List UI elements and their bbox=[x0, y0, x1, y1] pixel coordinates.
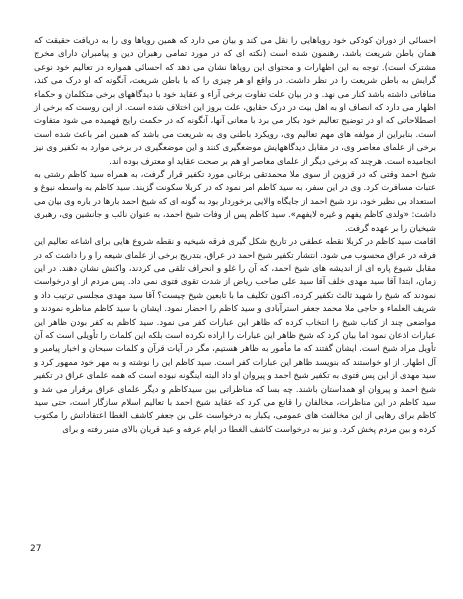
page-number: 27 bbox=[30, 544, 42, 554]
paragraph: شیخ احمد وقتی که در قزوین از سوی ملا محمدتقی برغانی مورد تکفیر قرار گرفت، به همراه سید کاظم رشتی به عتبات مسافرت کرد. وی در این سفر، به سید کاظم امر نمود که در کربلا سکونت گزیند. سید کاظم به واسطه نبوغ و استعداد بی نظیر خود، نزد شیخ احمد از جایگاه والایی برخوردار بود به گونه ای که شیخ احمد بارها در باره وی بیان می داشت: «ولدی کاظم یفهم و غیره لایفهم». سید کاظم پس از وفات شیخ احمد، به عنوان نائب و جانشین وی، رهبری شیخیان را بر عهده گرفت. bbox=[34, 170, 436, 234]
body-text bbox=[34, 35, 436, 437]
paragraph: اقامت سید کاظم در کربلا نقطه عطفی در تاریخ شکل گیری فرقه شیخیه و نقطه شروع هایی برای اشاعه تعالیم این فرقه در عراق محسوب می شود. انتشار تکفیر شیخ احمد در عراق، بتدریج برخی از علمای شیعه را و را داشت که در مقابل شیوع پاره ای از اندیشه های شیخ احمد، که آن را غلو و انحراف تلقی می کردند، واکنش نشان دهند. در این زمان، ابتدا آقا سید مهدی خلف آقا سید علی صاحب ریاض از شدت تقوی فتوی نمی داد. پس مردم از او درخواست نمودند که شیخ را شهید ثالث تکفیر کرده، اکنون تکلیف ما با تابعین شیخ چیست؟ آقا سید مهدی مجلسی ترتیب داد و شریف العلماء و حاجی ملا محمد جعفر استرآبادی و سید کاظم را احضار نمود. ایشان با سید کاظم مناظره نمودند و مواضعی چند از کتاب شیخ را انتخاب کرده که ظاهر این عبارات کفر می نمود. سید کاظم به کفر بودن ظاهر این عبارات اذعان نمود اما بیان کرد که شیخ ظاهر این عبارات را اراده نکرده است بلکه این کلمات را تأویلی است که آن تأویل مراد شیخ است. ایشان گفتند که ما مأمور به ظاهر هستیم، مگر در آیات قرآن و کلمات سبحان و اخبار پیامبر و آل اطهار. از او خواستند که بنویسد ظاهر این عبارات کفر است. سید کاظم این را نوشته و به مهر خود ممهور کرد و سید مهدی از این پس فتوی به تکفیر شیخ احمد و پیروان او داد البته اینگونه نبوده است که همه علمای عراق در تکفیر شیخ احمد و پیروان او همداستان باشند. چه بسا که مناظراتی بین سیدکاظم و دیگر علمای عراق برقرار می شد و سید کاظم در این مناظرات، مخالفان را قانع می کرد که عقاید شیخ احمد با تعالیم اسلام سازگار است، حتی سید کاظم برای رهایی از این مخالفت های عمومی، یکبار به درخواست علی بن جعفر کاشف الغطا اعتقاداتش را مکتوب کرده و بین مردم پخش کرد. و نیز به درخواست کاشف الغطا در ایام عرفه و عید قربان بالای منبر رفته و برای bbox=[34, 237, 436, 435]
paragraph: احسائی از دوران کودکی خود رویاهایی را نقل می کند و بیان می دارد که همین رویاها وی را به دریافت حقیقت که همان باطن شریعت باشد، رهنمون شده است (نکته ای که در مورد تمامی رهبران دین و پیامبران دارای مخرج مشترک است). توجه به این اظهارات و محتوای این رویاها نشان می دهد که احسائی همواره در تعالیم خود نوعی گرایش به باطن شریعت را در نظر داشت. در واقع او هر چیزی را که با باطن شریعت، آنگونه که او درک می کند، منافاتی داشته باشد کنار می نهد. و در بیان علت تفاوت برخی آراء و عقاید خود با دیدگاههای برخی متکلمان و حکماء اظهار می دارد که انصاف او به اهل بیت در درک حقایق، علت بروز این اختلاف شده است. از این روست که برخی از اصطلاحاتی که او در توضیح تعالیم خود بکار می برد با معانی آنها، آنگونه که در حکمت رایج فهمیده می شود متفاوت است. بنابراین از مولفه های مهم تعالیم وی، رویکرد باطنی وی به شریعت می باشد که همین امر باعث شده است برخی از علمای معاصر وی، در مقابل دیدگاههایش موضعگیری کنند و این موضعگیری در برخی موارد به تکفیر وی نیز انجامیده است. هرچند که برخی دیگر از علمای معاصر او هم بر صحت عقاید او معترف بوده اند. bbox=[34, 36, 436, 167]
